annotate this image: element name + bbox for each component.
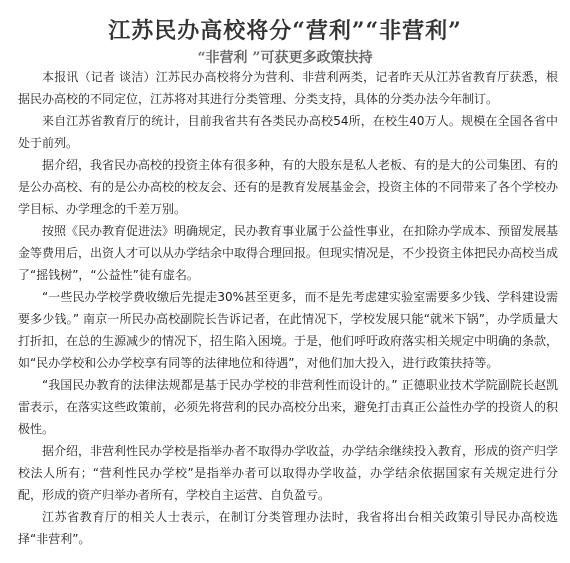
article-paragraph: 本报讯（记者 谈洁）江苏民办高校将分为营利、非营利两类，记者昨天从江苏省教育厅获悉，根据民办高校的不同定位，江苏将对其进行分类管理、分类支持，具体的分类办法今年制订。 (18, 70, 558, 106)
article-title: 江苏民办高校将分“营利”“非营利” (108, 17, 462, 44)
article-paragraph: 据介绍，我省民办高校的投资主体有很多种，有的大股东是私人老板、有的是大的公司集团、有的是公办高校、有的是公办高校的校友会、还有的是教育发展基金会，投资主体的不同带来了各个学校办学目标、办学理念的千差万别。 (18, 158, 559, 216)
article-paragraph: 来自江苏省教育厅的统计，目前我省共有各类民办高校54所，在校生40万人。规模在全国各省中处于前列。 (18, 114, 558, 150)
article-body (18, 66, 558, 550)
article-paragraph: 按照《民办教育促进法》明确规定，民办教育事业属于公益性事业，在扣除办学成本、预留发展基金等费用后，出资人才可以从办学结余中取得合理回报。但现实情况是，不少投资主体把民办高校当成了“摇钱树”，“公益性”徒有虚名。 (18, 224, 559, 282)
article-paragraph: 江苏省教育厅的相关人士表示，在制订分类管理办法时，我省将出台相关政策引导民办高校选择“非营利”。 (18, 510, 558, 546)
article-subtitle: “非营利 ”可获更多政策扶持 (197, 49, 373, 66)
article-paragraph: “一些民办学校学费收缴后先提走30%甚至更多，而不是先考虑建实验室需要多少钱、学科建设需要多少钱。” 南京一所民办高校副院长告诉记者，在此情况下，学校发展只能“就米下锅”，办学质量大打折扣，在总的生源减少的情况下，招生陷入困境。于是，他们呼吁政府落实相关规定中明确的条款，如“民办学校和公办学校享有同等的法律地位和待遇”，对他们加大投入，进行政策扶持等。 (18, 290, 559, 370)
article-paragraph: 据介绍，非营利性民办学校是指举办者不取得办学收益，办学结余继续投入教育，形成的资产归学校法人所有；“营利性民办学校”是指举办者可以取得办学收益，办学结余依据国家有关规定进行分配，形成的资产归举办者所有，学校自主运营、自负盈亏。 (18, 444, 559, 502)
article-paragraph: “我国民办教育的法律法规都是基于民办学校的非营利性而设计的。” 正德职业技术学院副院长赵凯雷表示，在落实这些政策前，必须先将营利的民办高校分出来，避免打击真正公益性办学的投资人的积极性。 (18, 378, 559, 436)
